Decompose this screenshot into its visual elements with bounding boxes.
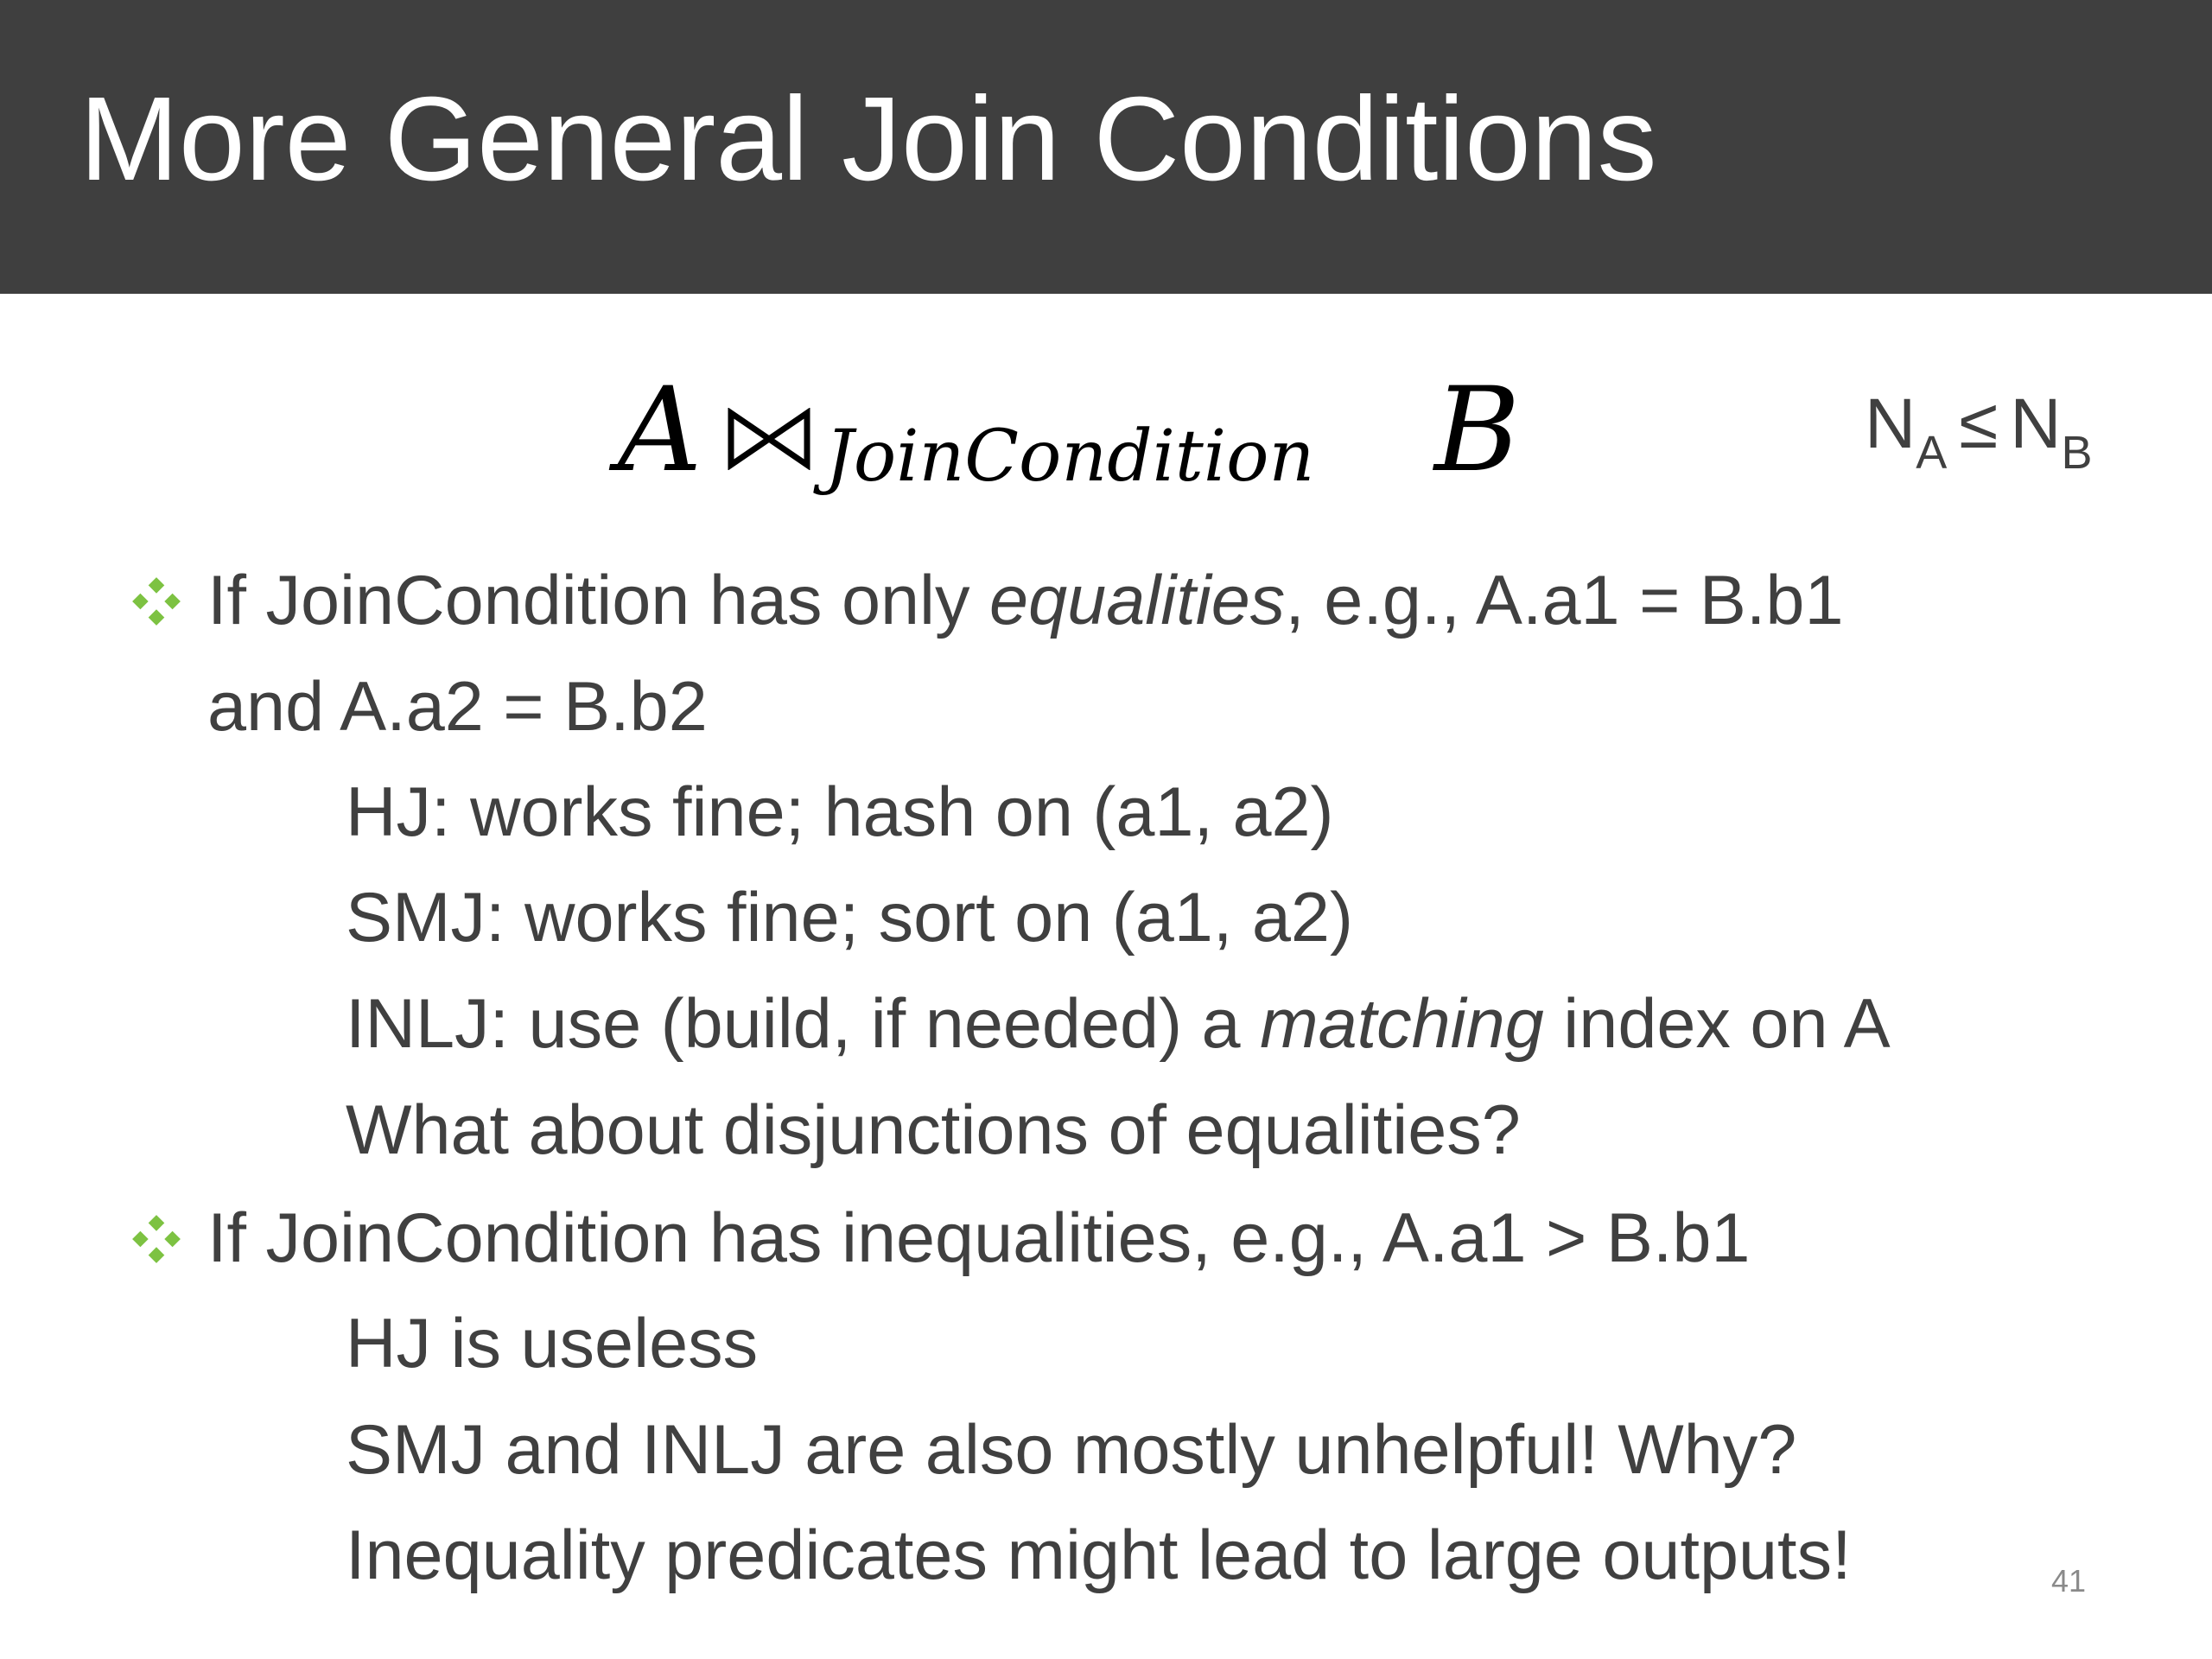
bullet-1-line-2: and A.a2 = B.b2 (207, 668, 708, 746)
title-bar (0, 0, 2212, 294)
formula-left-relation: A (618, 362, 702, 498)
inlj-emphasis: matching (1260, 985, 1544, 1063)
sub-item-smj-equality: SMJ: works fine; sort on (a1, a2) (346, 879, 1353, 957)
bullet-1-line-1 (207, 562, 1844, 639)
sub-item-inlj-equality (346, 985, 1891, 1063)
formula-right-relation: B (1434, 362, 1521, 498)
four-diamond-bullet-icon (130, 575, 183, 628)
sub-item-hj-inequality: HJ is useless (346, 1305, 759, 1382)
bullet-1-text: If JoinCondition has only (207, 562, 990, 639)
sub-item-smj-inlj-inequality: SMJ and INLJ are also mostly unhelpful! Why? (346, 1411, 1797, 1489)
size-lhs: N (1865, 385, 1916, 463)
slide-title: More General Join Conditions (79, 73, 1657, 206)
formula-join-condition: JoinCondition (825, 416, 1315, 498)
bullet-1-emphasis: equalities (989, 562, 1286, 639)
size-rhs-sub: B (2061, 427, 2093, 479)
sub-item-hj-equality: HJ: works fine; hash on (a1, a2) (346, 773, 1334, 851)
size-lhs-sub: A (1916, 427, 1948, 479)
inlj-text: INLJ: use (build, if needed) a (346, 985, 1261, 1063)
page-number: 41 (2051, 1563, 2087, 1599)
sub-item-disjunction-question: What about disjunctions of equalities? (346, 1091, 1521, 1169)
bullet-1-example: , e.g., A.a1 = B.b1 (1285, 562, 1844, 639)
bullet-2-line-1: If JoinCondition has inequalities, e.g., A.a1 > B.b1 (207, 1199, 1751, 1277)
size-relation: ≤ (1959, 385, 1999, 463)
bowtie-join-icon (726, 408, 812, 470)
inlj-text-end: index on A (1543, 985, 1891, 1063)
sub-item-large-outputs: Inequality predicates might lead to large outputs! (346, 1516, 1852, 1594)
four-diamond-bullet-icon (130, 1212, 183, 1266)
size-constraint (1865, 385, 2093, 479)
size-rhs: N (2010, 385, 2062, 463)
